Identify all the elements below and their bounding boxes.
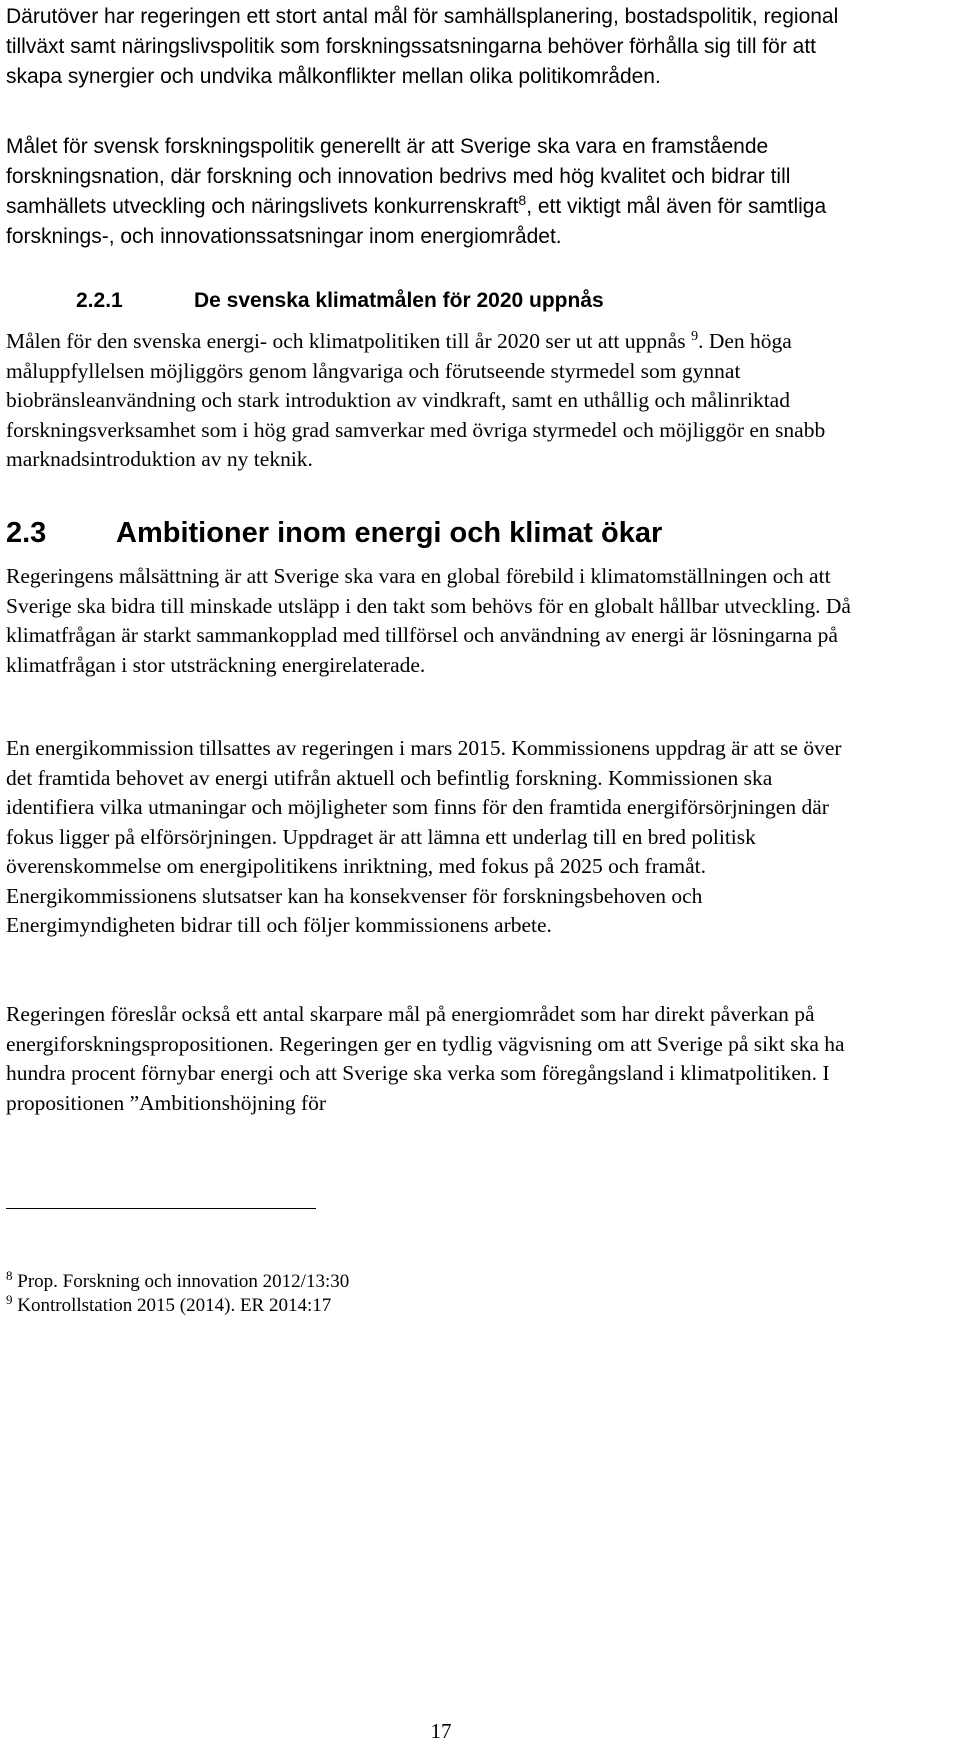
- section-title: De svenska klimatmålen för 2020 uppnås: [194, 289, 604, 312]
- paragraph-text: , ett viktigt mål även för samtliga forsknings-, och innovationssatsningar inom energiområdet.: [6, 195, 827, 248]
- paragraph-text: . Den höga måluppfyllelsen möjliggörs genom långvariga och förutseende styrmedel som gynnat biobränsleanvändning och stark introduktion av vindkraft, samt en uthållig och målinriktad forskningsverksamhet som i hög grad samverkar med övriga styrmedel och möjliggör en snabb marknadsintroduktion av ny teknik.: [6, 329, 826, 471]
- footnote-reference: 9: [691, 329, 699, 344]
- paragraph-energy-commission: En energikommission tillsattes av regeringen i mars 2015. Kommissionens uppdrag är att se över det framtida behovet av energi utifrån aktuell och befintlig forskning. Kommissionen ska identifiera vilka utmaningar och möjligheter som finns för den framtida energiförsörjningen där fokus ligger på elförsörjningen. Uppdraget är att lämna ett underlag till en bred politisk överenskommelse om energipolitikens inriktning, med fokus på 2025 och framåt. Energikommissionens slutsatser kan ha konsekvenser för forskningsbehoven och Energimyndigheten bidrar till och följer kommissionens arbete.: [6, 736, 842, 937]
- section-number: 2.2.1: [76, 289, 123, 312]
- paragraph-research-policy-goal: [6, 132, 866, 252]
- paragraph-climate-goals-2020: [6, 327, 854, 475]
- footnotes: [6, 1270, 349, 1318]
- paragraph-sharper-goals: Regeringen föreslår också ett antal skarpare mål på energiområdet som har direkt påverkan på energiforskningspropositionen. Regeringen ger en tydlig vägvisning om att Sverige på sikt ska ha hundra procent förnybar energi och att Sverige ska verka som föregångsland i klimatpolitiken. I propositionen ”Ambitionshöjning för: [6, 1002, 845, 1115]
- paragraph-government-ambition: Regeringens målsättning är att Sverige ska vara en global förebild i klimatomställningen och att Sverige ska bidra till minskade utsläpp i den takt som behövs för en globalt hållbar utveckling. Då klimatfrågan är starkt sammankopplad med tillförsel och användning av energi är lösningarna på klimatfrågan i stor utsträckning energirelaterade.: [6, 564, 851, 677]
- paragraph-text: Målet för svensk forskningspolitik generellt är att Sverige ska vara en framstående forskningsnation, där forskning och innovation bedrivs med hög kvalitet och bidrar till samhällets utveckling och näringslivets konkurrenskraft: [6, 135, 791, 218]
- section-heading-2-3: [6, 515, 662, 551]
- footnote-text: Kontrollstation 2015 (2014). ER 2014:17: [17, 1295, 332, 1316]
- section-number: 2.3: [6, 517, 47, 549]
- paragraph-text: Målen för den svenska energi- och klimatpolitiken till år 2020 ser ut att uppnås: [6, 329, 686, 353]
- footnote-marker: 8: [6, 1268, 13, 1283]
- footnote-reference: 8: [518, 192, 527, 208]
- footnote-text: Prop. Forskning och innovation 2012/13:30: [17, 1271, 350, 1292]
- paragraph-intro: Därutöver har regeringen ett stort antal mål för samhällsplanering, bostadspolitik, regional tillväxt samt näringslivspolitik som forskningssatsningarna behöver förhålla sig till för att skapa synergier och undvika målkonflikter mellan olika politikområden.: [6, 5, 839, 88]
- section-title: Ambitioner inom energi och klimat ökar: [116, 517, 663, 549]
- page-number: 17: [430, 1719, 452, 1743]
- document-page: [6, 0, 954, 1753]
- footnote-separator: [6, 1208, 316, 1209]
- section-heading-2-2-1: [76, 287, 604, 315]
- footnote-marker: 9: [6, 1292, 13, 1307]
- footnote-8: [6, 1270, 349, 1294]
- footnote-9: [6, 1294, 349, 1318]
